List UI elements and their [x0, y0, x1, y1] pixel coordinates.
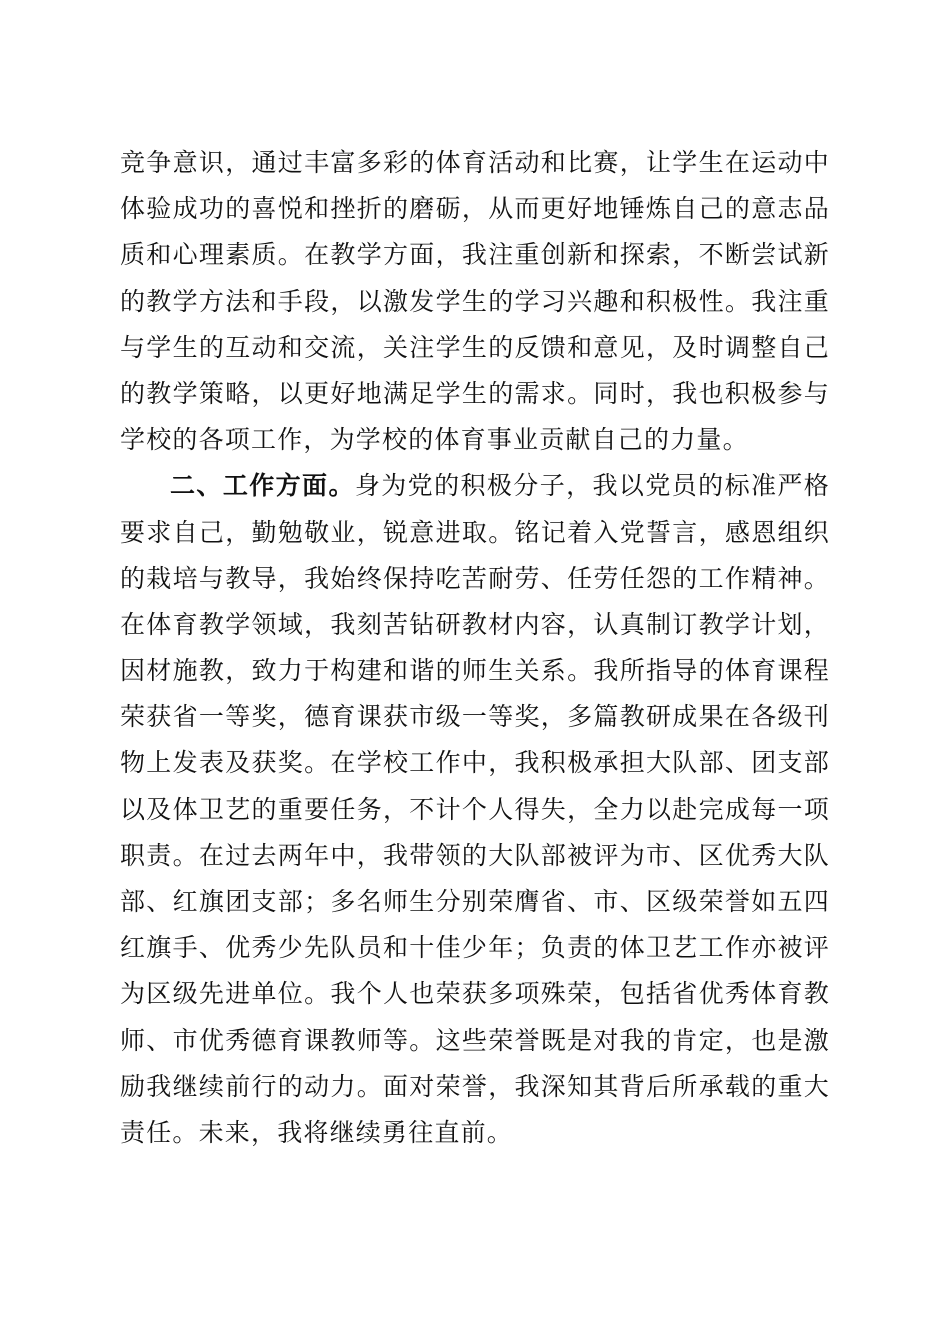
- text-line: 物上发表及获奖。在学校工作中，我积极承担大队部、团支部: [120, 748, 830, 778]
- text-line: 竞争意识，通过丰富多彩的体育活动和比赛，让学生在运动中: [120, 148, 830, 177]
- text-line: 质和心理素质。在教学方面，我注重创新和探索，不断尝试新: [120, 240, 830, 270]
- section-heading: 二、工作方面。: [170, 471, 355, 501]
- text-line: 的栽培与教导，我始终保持吃苦耐劳、任劳任怨的工作精神。: [120, 563, 830, 593]
- text-line: 的教学策略，以更好地满足学生的需求。同时，我也积极参与: [120, 378, 830, 408]
- text-line: 部、红旗团支部；多名师生分别荣膺省、市、区级荣誉如五四: [120, 887, 830, 916]
- document-body: [120, 140, 830, 1156]
- text-line: 师、市优秀德育课教师等。这些荣誉既是对我的肯定，也是激: [120, 1025, 830, 1055]
- text-line: 为区级先进单位。我个人也荣获多项殊荣，包括省优秀体育教: [120, 979, 830, 1009]
- text-line: 励我继续前行的动力。面对荣誉，我深知其背后所承载的重大: [120, 1071, 830, 1101]
- text-line: 以及体卫艺的重要任务，不计个人得失，全力以赴完成每一项: [120, 794, 830, 824]
- paragraph-1: [120, 140, 830, 463]
- text-line: 荣获省一等奖，德育课获市级一等奖，多篇教研成果在各级刊: [120, 702, 830, 732]
- text-line: 的教学方法和手段，以激发学生的学习兴趣和积极性。我注重: [120, 286, 830, 316]
- text-line: 责任。未来，我将继续勇往直前。: [120, 1117, 514, 1147]
- text-line: 红旗手、优秀少先队员和十佳少年；负责的体卫艺工作亦被评: [120, 933, 830, 963]
- paragraph-2: [120, 463, 830, 1156]
- text-line: 与学生的互动和交流，关注学生的反馈和意见，及时调整自己: [120, 332, 830, 362]
- text-line: 因材施教，致力于构建和谐的师生关系。我所指导的体育课程: [120, 656, 830, 686]
- text-line: 体验成功的喜悦和挫折的磨砺，从而更好地锤炼自己的意志品: [120, 194, 830, 224]
- text-run: 身为党的积极分子，我以党员的标准严格: [354, 471, 830, 501]
- text-line: 职责。在过去两年中，我带领的大队部被评为市、区优秀大队: [120, 840, 830, 870]
- paragraph-first-line: [120, 463, 830, 509]
- text-line: 在体育教学领域，我刻苦钻研教材内容，认真制订教学计划，: [120, 609, 830, 639]
- text-line: 要求自己，勤勉敬业，锐意进取。铭记着入党誓言，感恩组织: [120, 517, 830, 547]
- text-line: 学校的各项工作，为学校的体育事业贡献自己的力量。: [120, 425, 749, 455]
